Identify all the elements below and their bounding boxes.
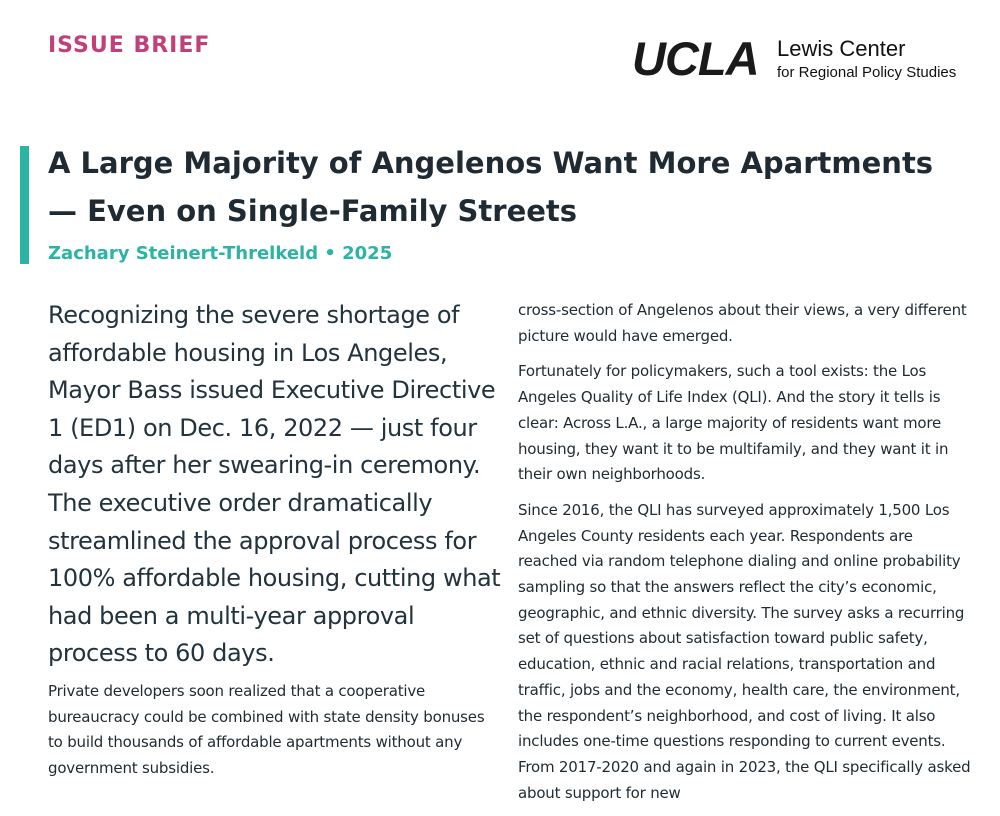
right-column <box>518 298 973 816</box>
right-paragraph-3: Since 2016, the QLI has surveyed approximately 1,500 Los Angeles County residents each year. Respondents are reached via random telephone dialing and online probability sampling so that the answers reflect the city’s economic, geographic, and ethnic diversity. The survey asks a recurring set of questions about satisfaction toward public safety, education, ethnic and racial relations, transportation and traffic, jobs and the economy, health care, the environment, the respondent’s neighborhood, and cost of living. It also includes one-time questions responding to current events. From 2017-2020 and again in 2023, the QLI specifically asked about support for new <box>518 500 971 802</box>
title-accent-bar <box>20 146 29 264</box>
lewis-center-subtitle: for Regional Policy Studies <box>777 64 957 81</box>
lede-paragraph: Recognizing the severe shortage of affordable housing in Los Angeles, Mayor Bass issued Executive Directive 1 (ED1) on Dec. 16, 2022 — just four days after her swearing-in ceremony. The executive order dramatically streamlined the approval process for 100% affordable housing, cutting what had been a multi-year approval process to 60 days. <box>48 301 501 668</box>
right-paragraph-2: Fortunately for policymakers, such a tool exists: the Los Angeles Quality of Life Index (QLI). And the story it tells is clear: Across L.A., a large majority of residents want more housing, they want it to be multifamily, and they want it in their own neighborhoods. <box>518 362 949 484</box>
ucla-lewis-center-logo <box>632 34 972 84</box>
right-paragraph-1: cross-section of Angelenos about their views, a very different picture would have emerged. <box>518 301 967 345</box>
issue-brief-label: ISSUE BRIEF <box>48 33 211 58</box>
ucla-wordmark: UCLA <box>632 32 759 85</box>
lewis-center-name: Lewis Center <box>777 36 906 61</box>
left-body-paragraph: Private developers soon realized that a cooperative bureaucracy could be combined with state density bonuses to build thousands of affordable apartments without any government subsidies. <box>48 682 485 778</box>
article-title: A Large Majority of Angelenos Want More Apartments — Even on Single-Family Streets <box>48 146 934 228</box>
byline: Zachary Steinert-Threlkeld • 2025 <box>48 243 393 264</box>
